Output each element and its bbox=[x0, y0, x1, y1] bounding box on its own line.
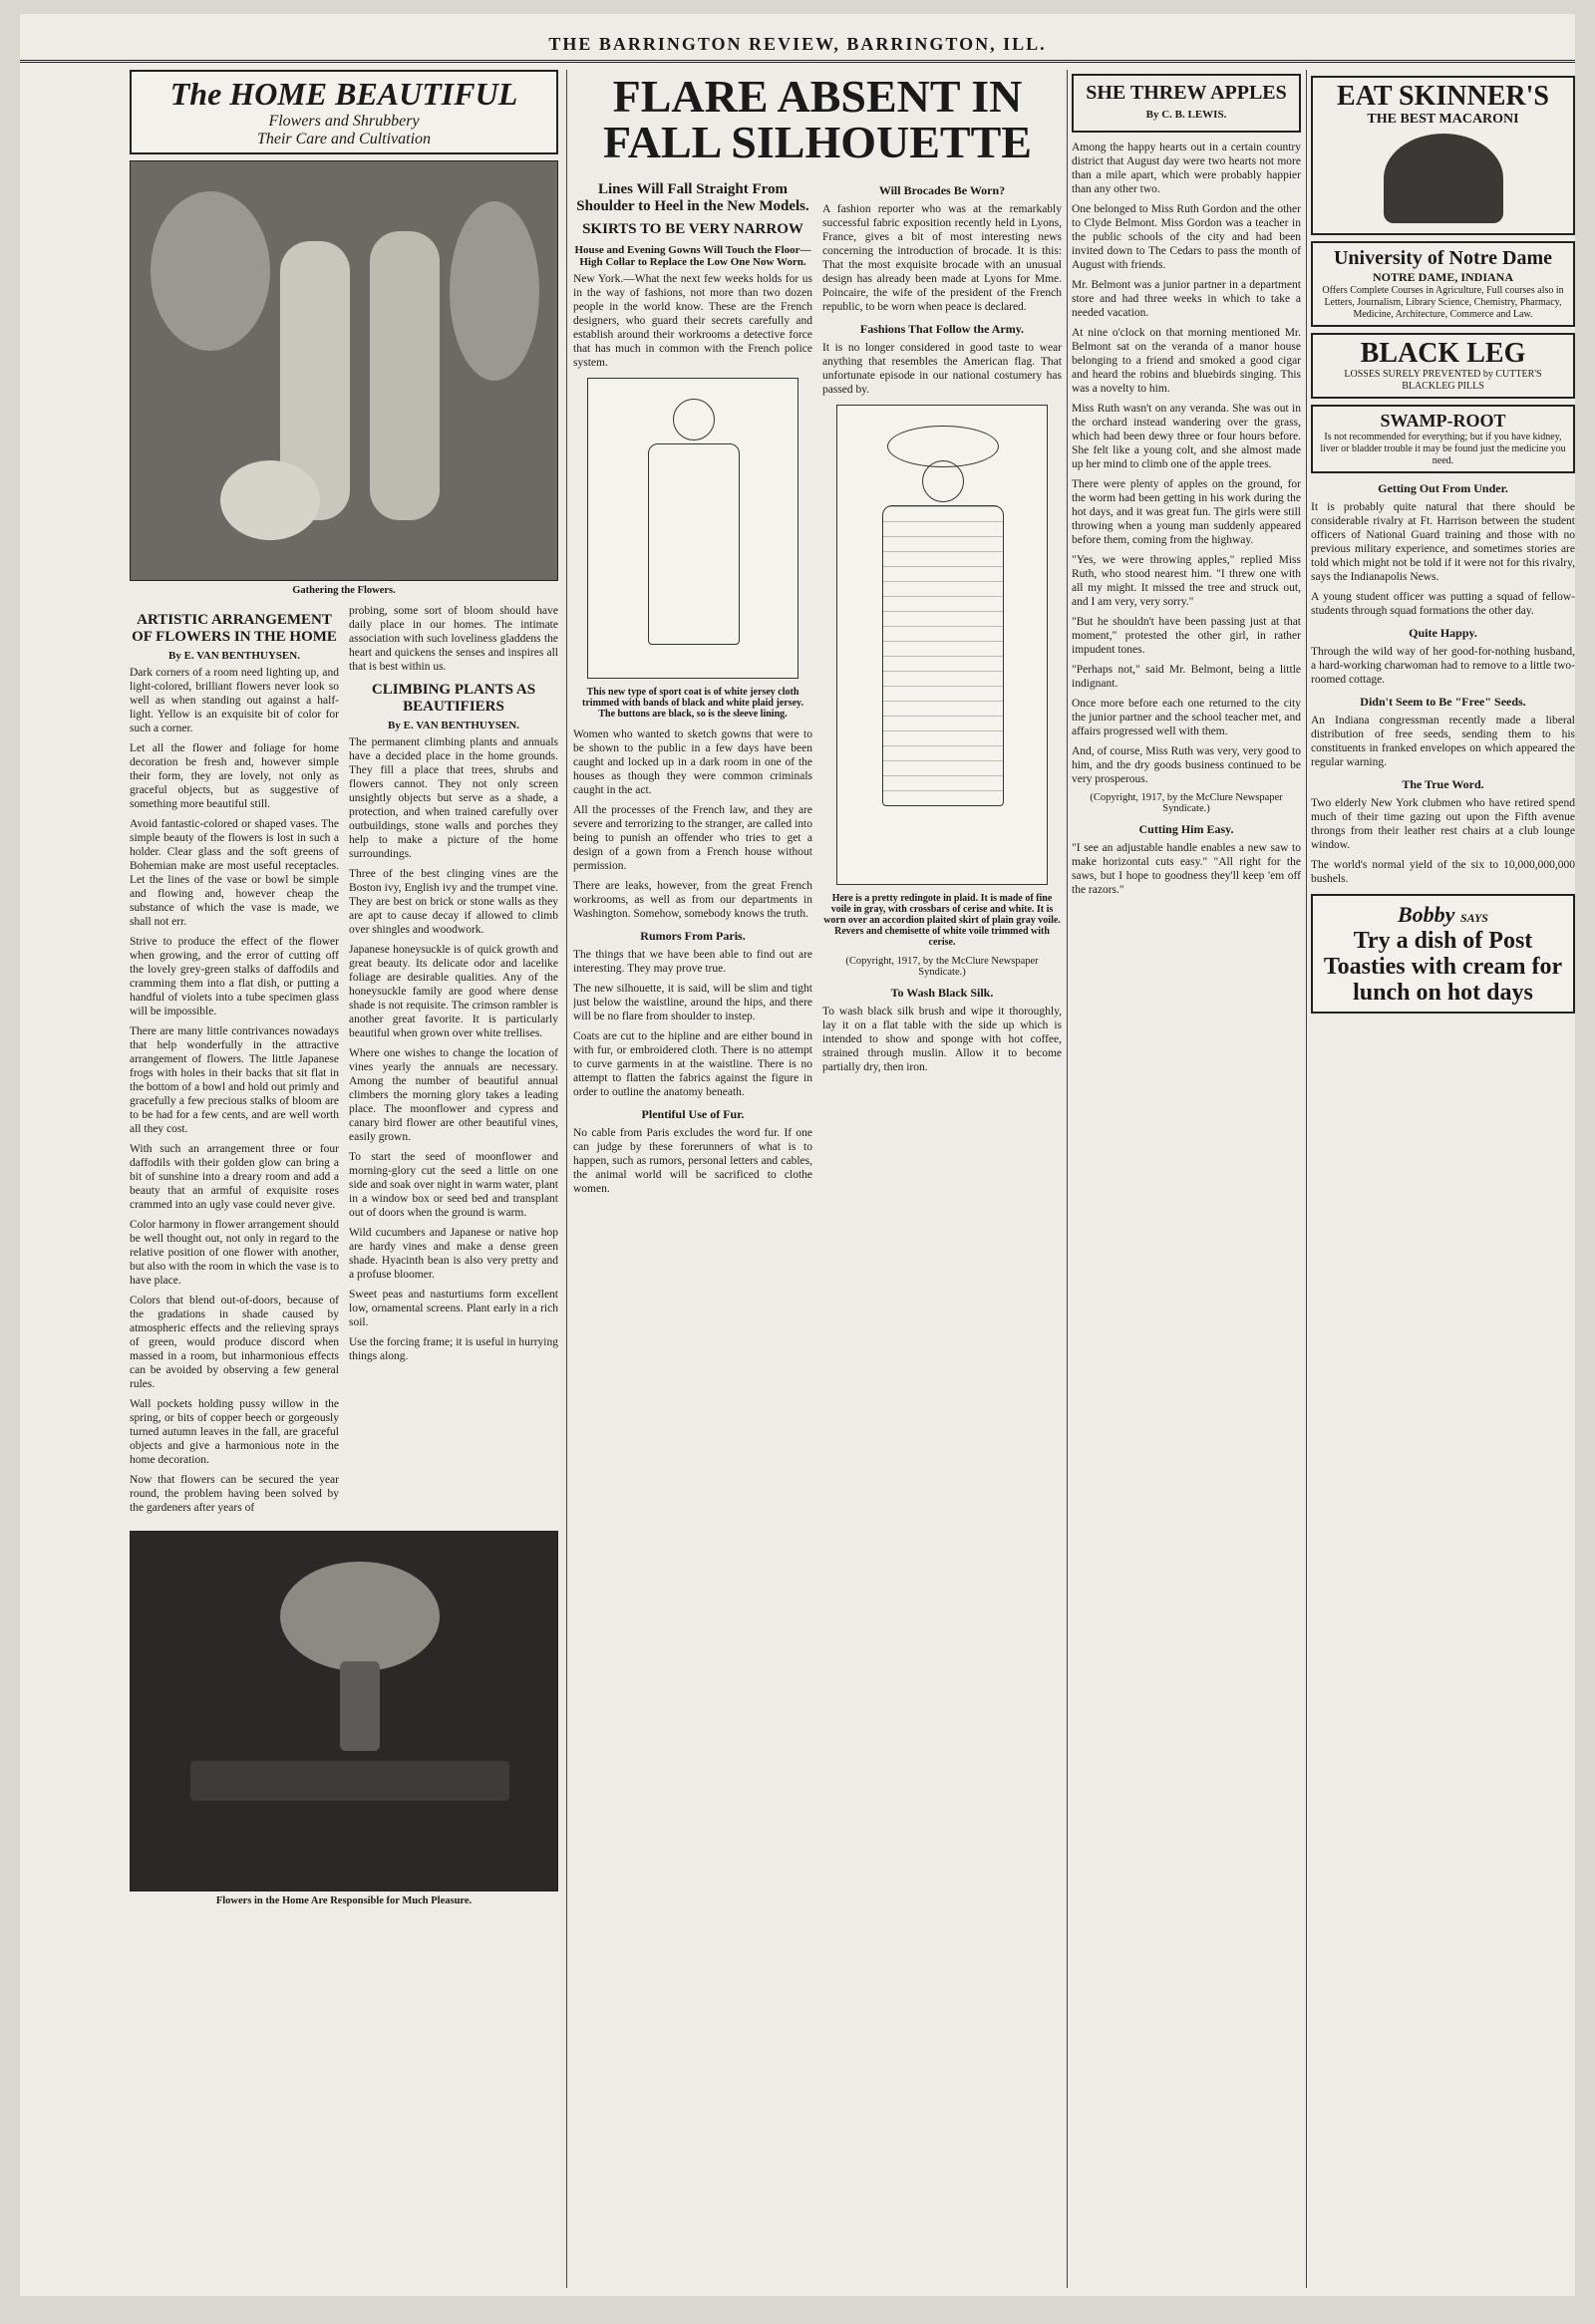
subhead: Quite Happy. bbox=[1409, 626, 1477, 640]
article-byline: By E. VAN BENTHUYSEN. bbox=[168, 650, 300, 662]
post-toasties-ad bbox=[1311, 894, 1575, 1014]
notre-dame-ad bbox=[1311, 241, 1575, 327]
article-climbing-plants bbox=[349, 604, 558, 1521]
article-paragraph: There are many little contrivances nowadays that help wonderfully in the attractive arrangement of flowers. The little Japanese frogs with holes in their backs that sit flat in the bottom of a bowl and hold out primly and gracefully a few precious stalks of bloom are to be had for a few cents, and are well worth all they cost. bbox=[130, 1025, 339, 1135]
headline-line-1: FLARE ABSENT IN bbox=[612, 71, 1023, 122]
article-paragraph: To start the seed of moonflower and morning-glory cut the seed a little on one side and soak over night in warm water, plant in a window box or seed bed and transplant out of doors when the ground is warm. bbox=[349, 1151, 558, 1219]
apples-column bbox=[1072, 70, 1301, 2288]
photo-vase bbox=[340, 1661, 380, 1751]
article-paragraph: To wash black silk brush and wipe it thoroughly, lay it on a flat table with the side up which is intended to show and sponge with hot coffee, strained through muslin. Allow it to become partially dry, then iron. bbox=[822, 1006, 1062, 1073]
article-paragraph: Strive to produce the effect of the flower when growing, and the error of cutting off the lovely grey-green stalks of daffodils and cramming them into a flat dish, or putting a handful of violets into a tube specimen glass will be impossible. bbox=[130, 936, 339, 1017]
headline-line-2: FALL SILHOUETTE bbox=[603, 117, 1032, 167]
newspaper-page bbox=[20, 14, 1575, 2296]
ad-title: EAT SKINNER'S bbox=[1337, 81, 1549, 112]
article-paragraph: Sweet peas and nasturtiums form excellent low, ornamental screens. Plant early in a rich soil. bbox=[349, 1289, 558, 1328]
article-paragraph: There are leaks, however, from the great French workrooms, as well as from our departments in Washington. Somehow, somebody knows the truth. bbox=[573, 880, 812, 920]
ad-title: University of Notre Dame bbox=[1333, 247, 1552, 269]
story-paragraph: Among the happy hearts out in a certain country district that August day were two hearts not more than a mile apart, which were probably happier than any other two. bbox=[1072, 142, 1301, 195]
photo-foliage bbox=[151, 191, 270, 351]
article-heading: ARTISTIC ARRANGEMENT OF FLOWERS IN THE HOME bbox=[132, 612, 337, 645]
article-paragraph: Women who wanted to sketch gowns that were to be shown to the public in a few days have been caught and locked up in a dark room in one of the houses as though they were common criminals caught in the act. bbox=[573, 728, 812, 796]
chef-portrait-image bbox=[1384, 134, 1503, 223]
short-paragraph: An Indiana congressman recently made a liberal distribution of free seeds, sending them to his constituents in franked envelopes on which appeared the regular warning. bbox=[1311, 715, 1575, 768]
ad-subtitle: THE BEST MACARONI bbox=[1367, 112, 1519, 127]
photo-caption: Gathering the Flowers. bbox=[292, 585, 396, 596]
fashion-body bbox=[573, 175, 1062, 1202]
ads-column bbox=[1311, 70, 1575, 2288]
photo-figure bbox=[370, 231, 440, 520]
story-paragraph: One belonged to Miss Ruth Gordon and the other to Clyde Belmont. Miss Gordon was a teacher in the public schools of the city and had been invited down to The Cedars to pass the month of August with friends. bbox=[1072, 203, 1301, 271]
sport-coat-illustration bbox=[587, 378, 798, 679]
bobby-name: Bobby bbox=[1398, 902, 1455, 927]
article-paragraph: Now that flowers can be secured the year round, the problem having been solved by the gardeners after years of bbox=[130, 1474, 339, 1514]
story-paragraph: "But he shouldn't have been passing just at that moment," protested the other girl, in rather impudent tones. bbox=[1072, 616, 1301, 656]
story-paragraph: Miss Ruth wasn't on any veranda. She was out in the orchard instead wandering over the grass, which had been dewy three or four hours before. She felt like a young colt, and she almost made up her mind to climb one of the apple trees. bbox=[1072, 403, 1301, 470]
skinner-macaroni-ad bbox=[1311, 76, 1575, 235]
subhead: Getting Out From Under. bbox=[1378, 481, 1508, 495]
ad-text: LOSSES SURELY PREVENTED by CUTTER'S BLACKLEG PILLS bbox=[1344, 369, 1542, 392]
fashion-headline bbox=[573, 71, 1062, 167]
article-paragraph: Coats are cut to the hipline and are either bound in with fur, or embroidered cloth. There is no attempt to curve garments in at the waistline. There is no attempt to flatten the fabrics against the figure in order to outline the anatomy beneath. bbox=[573, 1030, 812, 1098]
story-paragraph: Mr. Belmont was a junior partner in a department store and had three weeks in which to take a needed vacation. bbox=[1072, 279, 1301, 319]
ad-text: Offers Complete Courses in Agriculture, Full courses also in Letters, Journalism, Library Science, Chemistry, Pharmacy, Medicine, Architecture, Commerce and Law. bbox=[1322, 285, 1564, 320]
article-paragraph: New York.—What the next few weeks holds for us in the way of fashions, not more than two dozen people in the world know. These are the French designers, who guard their secrets carefully and establish around their workrooms a detective force that has much in common with the French police system. bbox=[573, 273, 812, 369]
masthead-text: THE BARRINGTON REVIEW, BARRINGTON, ILL. bbox=[548, 34, 1047, 54]
gathering-flowers-photo bbox=[130, 160, 558, 581]
subhead: Fashions That Follow the Army. bbox=[859, 322, 1025, 336]
column-rule bbox=[566, 70, 567, 2288]
redingote-illustration bbox=[836, 405, 1048, 885]
copyright: (Copyright, 1917, by the McClure Newspaper Syndicate.) bbox=[1090, 792, 1283, 814]
photo-foliage bbox=[450, 201, 539, 381]
story-paragraph: There were plenty of apples on the ground, for the worm had been getting in his work during the hot days, and it was great fun. The girls were still throwing when a young man suddenly appeared before them, coming from the highway. bbox=[1072, 478, 1301, 546]
photo-flower-basket bbox=[220, 460, 320, 540]
title-line-3: Their Care and Cultivation bbox=[256, 131, 432, 147]
subhead: Didn't Seem to Be "Free" Seeds. bbox=[1360, 695, 1526, 709]
story-paragraph: "I see an adjustable handle enables a new saw to make horizontal cuts easy." "All right for the saws, but I hope to goodness they'll keep 'em off the razors." bbox=[1072, 842, 1301, 896]
ad-title bbox=[1319, 902, 1567, 928]
article-paragraph: It is no longer considered in good taste to wear anything that resembles the American flag. That unfortunate episode in our national costumery has passed by. bbox=[822, 342, 1062, 396]
short-paragraph: Through the wild way of her good-for-nothing husband, a hard-working charwoman had to remove to a little two-roomed cottage. bbox=[1311, 646, 1575, 686]
subhead: Cutting Him Easy. bbox=[1138, 822, 1234, 836]
article-paragraph: Color harmony in flower arrangement should be well thought out, not only in regard to the relative position of one flower with another, but also with the room in which the vase is to have place. bbox=[130, 1219, 339, 1287]
ad-title: SWAMP-ROOT bbox=[1380, 411, 1506, 431]
story-paragraph: "Perhaps not," said Mr. Belmont, being a little indignant. bbox=[1072, 664, 1301, 690]
column-rule bbox=[1067, 70, 1068, 2288]
ad-text: Is not recommended for everything; but if you have kidney, liver or bladder trouble it may be found just the medicine you need. bbox=[1320, 432, 1566, 466]
flowers-in-home-photo bbox=[130, 1531, 558, 1891]
fashion-left bbox=[573, 175, 812, 1202]
blackleg-ad bbox=[1311, 333, 1575, 399]
article-paragraph: Dark corners of a room need lighting up, and light-colored, brilliant flowers never look so well as when standing out against a half-light. Yellow is an exquisite bit of color for such a corner. bbox=[130, 667, 339, 734]
subhead: Rumors From Paris. bbox=[640, 929, 746, 943]
subhead: Will Brocades Be Worn? bbox=[878, 183, 1006, 197]
subhead: The True Word. bbox=[1402, 777, 1484, 791]
article-heading: CLIMBING PLANTS AS BEAUTIFIERS bbox=[371, 682, 536, 715]
short-paragraph: A young student officer was putting a squad of fellow-students through squad formations the other day. bbox=[1311, 591, 1575, 617]
article-byline: By E. VAN BENTHUYSEN. bbox=[388, 720, 519, 731]
home-beautiful-column bbox=[130, 70, 558, 2288]
article-paragraph: Japanese honeysuckle is of quick growth and great beauty. Its delicate odor and lacelike foliage are desirable qualities. Any of the honeysuckle family are good where dense shade is not requisite. The crimson rambler is another great favorite. It is particularly beautiful when grown over white trellises. bbox=[349, 944, 558, 1039]
fashion-right bbox=[822, 175, 1062, 1202]
article-paragraph: No cable from Paris excludes the word fur. If one can judge by these forerunners of what is to happen, such as rumors, personal letters and cables, the animal world will be sacrificed to clothe women. bbox=[573, 1127, 812, 1195]
photo-table bbox=[190, 1761, 509, 1801]
column-rule bbox=[1306, 70, 1307, 2288]
copyright: (Copyright, 1917, by the McClure Newspaper Syndicate.) bbox=[845, 956, 1039, 978]
figure-dress bbox=[882, 505, 1004, 806]
article-paragraph: Avoid fantastic-colored or shaped vases. The simple beauty of the flowers is lost in such a holder. Clear glass and the soft greens of Bohemian make are most useful receptacles. Let the lines of the vase or bowl be simple and flowing and, however cheap the substance of which the vase is made, we shall not err. bbox=[130, 818, 339, 928]
masthead bbox=[20, 20, 1575, 63]
article-paragraph: Use the forcing frame; it is useful in hurrying things along. bbox=[349, 1336, 558, 1362]
article-continuation: probing, some sort of bloom should have daily place in our homes. The intimate association with such loveliness gladdens the heart and quickens the senses and inspires all that is best within us. bbox=[349, 605, 558, 673]
story-title: SHE THREW APPLES bbox=[1086, 82, 1287, 104]
fashion-column bbox=[573, 70, 1062, 2288]
article-paragraph: Wild cucumbers and Japanese or native hop are hardy vines and make a dense green shade. Hyacinth bean is also very pretty and a profuse bloomer. bbox=[349, 1227, 558, 1281]
home-beautiful-title bbox=[130, 70, 558, 154]
article-paragraph: Colors that blend out-of-doors, because of the gradations in shade caused by atmospheric effects and the relieving sprays of green, would produce discord when massed in a room, but inharmonious effects can be avoided by observing a few general rules. bbox=[130, 1295, 339, 1390]
photo-caption: Flowers in the Home Are Responsible for Much Pleasure. bbox=[215, 1895, 473, 1906]
title-line-1: The HOME BEAUTIFUL bbox=[169, 76, 518, 112]
article-paragraph: Where one wishes to change the location of vines yearly the annuals are necessary. Among the number of beautiful annual climbers the morning glory takes a leading place. The moonflower and cypress and canary bird flower are other beautiful vines, easily grown. bbox=[349, 1047, 558, 1143]
subhead: To Wash Black Silk. bbox=[890, 986, 994, 1000]
article-arrangement bbox=[130, 604, 339, 1521]
article-paragraph: With such an arrangement three or four daffodils with their golden glow can bring a bit of sunshine into a dreary room and add a beauty that an armful of exquisite roses crammed into an ugly vase could never give. bbox=[130, 1143, 339, 1211]
fashion-deck: Lines Will Fall Straight From Shoulder to Heel in the New Models. bbox=[576, 181, 809, 214]
fashion-deck-3: House and Evening Gowns Will Touch the Floor—High Collar to Replace the Low One Now Worn. bbox=[574, 244, 811, 268]
article-paragraph: Three of the best clinging vines are the Boston ivy, English ivy and the trumpet vine. They are best on brick or stone walls as they are apt to cause decay if allowed to climb over shingles and woodwork. bbox=[349, 868, 558, 936]
ad-subtitle: NOTRE DAME, INDIANA bbox=[1372, 270, 1513, 284]
article-paragraph: Wall pockets holding pussy willow in the spring, or bits of copper beech or gorgeously turned autumn leaves in the fall, are graceful objects and give a harmonious note in the home decoration. bbox=[130, 1398, 339, 1466]
swamp-root-ad bbox=[1311, 405, 1575, 473]
story-title-box bbox=[1072, 74, 1301, 133]
article-paragraph: The permanent climbing plants and annuals have a decided place in the home grounds. They fill a place that trees, shrubs and flowers cannot. They not only screen unsightly objects but serve as a shade, a protection, and when trained carefully over outbuildings, stone walls and porches they help to make a picture of the home surroundings. bbox=[349, 736, 558, 860]
article-paragraph: All the processes of the French law, and they are severe and terrorizing to the stranger, are called into being to punish an offender who tries to get a design of a gown from a French house without permission. bbox=[573, 804, 812, 872]
story-paragraph: "Yes, we were throwing apples," replied Miss Ruth, who stood nearest him. "I threw one with all my might. It missed the tree and struck out, and I am very, very sorry." bbox=[1072, 554, 1301, 608]
short-paragraph: Two elderly New York clubmen who have retired spend much of their time gazing out upon the Fifth avenue throngs from their leather rest chairs at a club lounge window. bbox=[1311, 797, 1575, 851]
home-articles bbox=[130, 604, 558, 1521]
ad-slogan: Try a dish of Post Toasties with cream for lunch on hot days bbox=[1323, 928, 1563, 1006]
subhead: Plentiful Use of Fur. bbox=[641, 1107, 745, 1121]
figure-coat bbox=[648, 443, 740, 645]
figure-head bbox=[922, 460, 964, 502]
photo-bouquet bbox=[280, 1562, 440, 1671]
bobby-says: SAYS bbox=[1459, 911, 1488, 925]
figure-caption: Here is a pretty redingote in plaid. It is made of fine voile in gray, with crossbars of cerise and white. It is worn over an accordion plaited skirt of plain gray voile. Revers and chemisette of white voile trimmed with cerise. bbox=[823, 893, 1061, 948]
article-paragraph: Let all the flower and foliage for home decoration be fresh and, however simple their form, they are lovely, not only as graceful objects, but as suggestive of something more beautiful still. bbox=[130, 742, 339, 810]
story-paragraph: Once more before each one returned to the city the junior partner and the school teacher met, and affairs progressed well with them. bbox=[1072, 698, 1301, 737]
article-paragraph: The new silhouette, it is said, will be slim and tight just below the waistline, around the hips, and there will be no flare from shoulder to instep. bbox=[573, 983, 812, 1022]
article-paragraph: A fashion reporter who was at the remarkably successful fabric exposition recently held in Lyons, France, gives a bit of most interesting news concerning the introduction of brocade. It is this: That the most exquisite brocade with an unusual design has already been made at Lyons for Mme. Poincaire, the wife of the president of the French republic, to be worn when peace is declared. bbox=[822, 203, 1062, 313]
story-paragraph: At nine o'clock on that morning mentioned Mr. Belmont sat on the veranda of a manor house belonging to a friend and smoked a good cigar and heard the robins and bluebirds singing. This was a novelty to him. bbox=[1072, 327, 1301, 395]
story-paragraph: And, of course, Miss Ruth was very, very good to him, and the dry goods business continued to be very prosperous. bbox=[1072, 745, 1301, 785]
ad-title: BLACK LEG bbox=[1360, 338, 1526, 369]
figure-head bbox=[673, 399, 715, 440]
short-paragraph: The world's normal yield of the six to 10,000,000,000 bushels. bbox=[1311, 859, 1575, 885]
article-paragraph: The things that we have been able to find out are interesting. They may prove true. bbox=[573, 949, 812, 975]
fashion-deck-2: SKIRTS TO BE VERY NARROW bbox=[582, 221, 803, 237]
figure-caption: This new type of sport coat is of white jersey cloth trimmed with bands of black and white plaid jersey. The buttons are black, so is the sleeve lining. bbox=[582, 687, 803, 720]
title-line-2: Flowers and Shrubbery bbox=[268, 113, 420, 130]
short-paragraph: It is probably quite natural that there should be considerable rivalry at Ft. Harrison between the student officers of National Guard training and those with no previous military experience, and sometimes stories are told which might not be told if it were not for this rivalry, says the Indianapolis News. bbox=[1311, 501, 1575, 583]
story-byline: By C. B. LEWIS. bbox=[1145, 109, 1227, 121]
